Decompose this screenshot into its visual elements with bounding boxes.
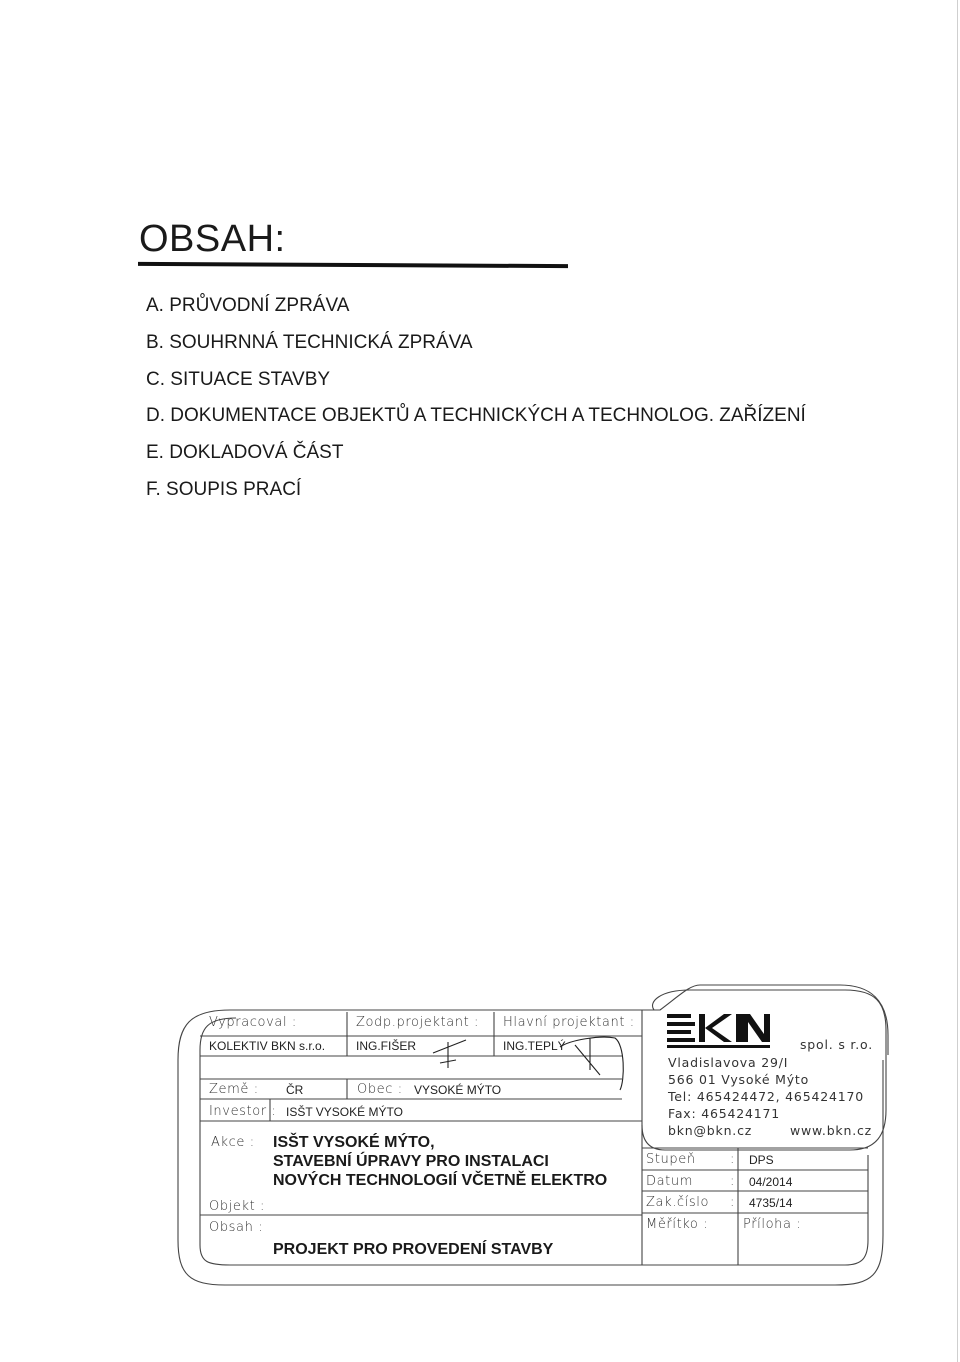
- company-address-2: 566 01 Vysoké Mýto: [668, 1072, 810, 1087]
- akce-line-3: NOVÝCH TECHNOLOGIÍ VČETNĚ ELEKTRO: [273, 1172, 608, 1189]
- company-tel: Tel: 465424472, 465424170: [668, 1089, 864, 1104]
- datum-colon: :: [730, 1174, 735, 1189]
- vypracoval-value: KOLEKTIV BKN s.r.o.: [209, 1039, 326, 1053]
- investor-value: ISŠT VYSOKÉ MÝTO: [286, 1105, 403, 1119]
- priloha-label: Příloha :: [743, 1217, 802, 1232]
- stupen-value: DPS: [749, 1153, 774, 1167]
- company-fax: Fax: 465424171: [668, 1106, 781, 1121]
- investor-label: Investor :: [209, 1104, 277, 1119]
- toc-item-f: F. SOUPIS PRACÍ: [146, 478, 302, 500]
- obsah-label: Obsah :: [209, 1220, 264, 1235]
- hlavni-projektant-value: ING.TEPLÝ: [503, 1039, 566, 1053]
- stupen-colon: :: [730, 1152, 735, 1167]
- toc-item-d: D. DOKUMENTACE OBJEKTŮ A TECHNICKÝCH A TECHNOLOG. ZAŘÍZENÍ: [146, 405, 806, 427]
- akce-line-1: ISŠT VYSOKÉ MÝTO,: [273, 1134, 435, 1151]
- obsah-value: PROJEKT PRO PROVEDENÍ STAVBY: [273, 1241, 554, 1258]
- toc-item-a: A. PRŮVODNÍ ZPRÁVA: [146, 295, 350, 316]
- obec-value: VYSOKÉ MÝTO: [414, 1083, 502, 1097]
- akce-label: Akce :: [211, 1135, 255, 1150]
- vypracoval-label: Vypracoval :: [209, 1015, 297, 1030]
- hlavni-projektant-label: Hlavní projektant :: [503, 1015, 635, 1030]
- zak-cislo-value: 4735/14: [749, 1196, 793, 1210]
- page-edge: [957, 0, 958, 1362]
- zak-cislo-label: Zak.číslo: [646, 1195, 710, 1210]
- zodp-projektant-label: Zodp.projektant :: [356, 1015, 480, 1030]
- company-suffix: spol. s r.o.: [800, 1037, 873, 1052]
- zeme-label: Země :: [209, 1082, 259, 1097]
- page-title: OBSAH:: [139, 218, 286, 260]
- bkn-logo: [667, 1014, 770, 1048]
- meritko-label: Měřítko :: [646, 1217, 709, 1232]
- toc-item-b: B. SOUHRNNÁ TECHNICKÁ ZPRÁVA: [146, 331, 473, 353]
- datum-value: 04/2014: [749, 1175, 793, 1189]
- zodp-projektant-value: ING.FIŠER: [356, 1039, 417, 1053]
- toc-item-c: C. SITUACE STAVBY: [146, 368, 331, 390]
- zeme-value: ČR: [286, 1083, 304, 1097]
- datum-label: Datum: [646, 1174, 693, 1189]
- obec-label: Obec :: [357, 1082, 403, 1097]
- company-email: bkn@bkn.cz: [668, 1123, 753, 1138]
- company-web: www.bkn.cz: [790, 1123, 872, 1138]
- company-address-1: Vladislavova 29/I: [668, 1055, 789, 1070]
- stupen-label: Stupeň: [646, 1152, 696, 1167]
- title-underline: [138, 262, 568, 268]
- akce-line-2: STAVEBNÍ ÚPRAVY PRO INSTALACI: [273, 1153, 549, 1170]
- objekt-label: Objekt :: [209, 1199, 266, 1214]
- table-of-contents: [146, 295, 806, 516]
- toc-item-e: E. DOKLADOVÁ ČÁST: [146, 442, 344, 464]
- zak-cislo-colon: :: [730, 1195, 735, 1210]
